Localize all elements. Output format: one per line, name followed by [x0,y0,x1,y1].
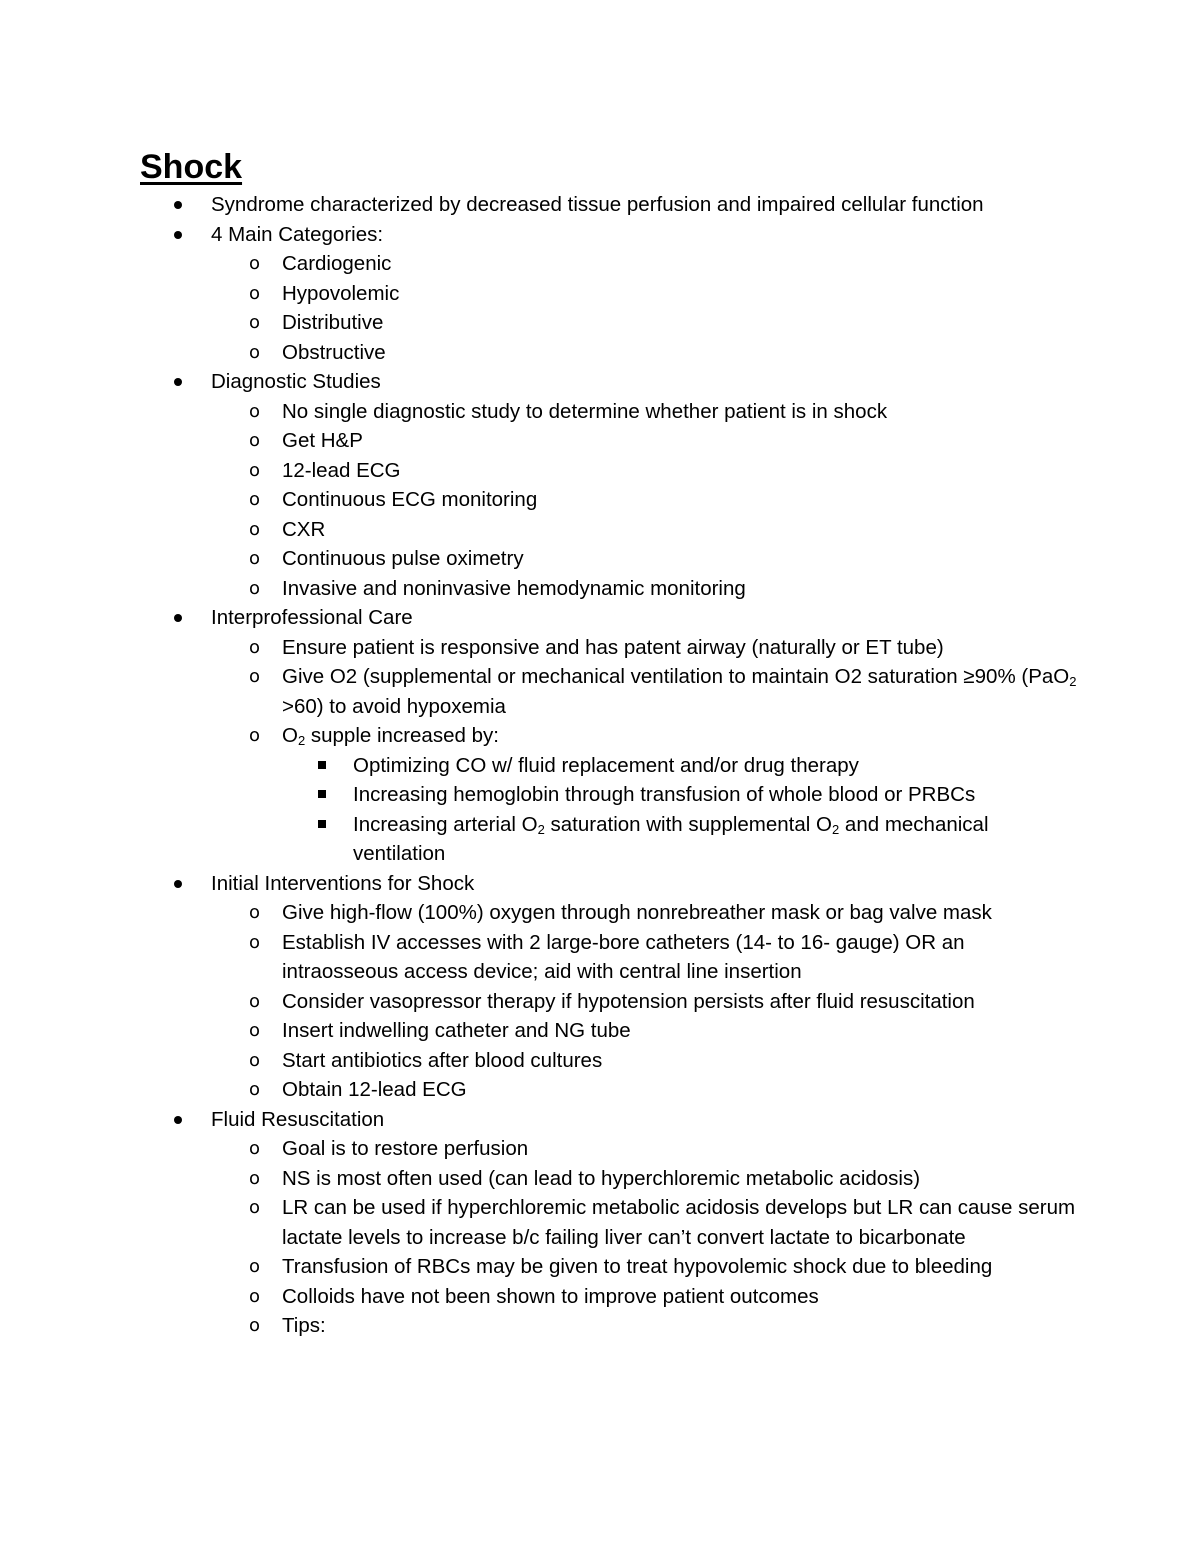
circle-bullet-icon: o [249,636,261,658]
item-text: Get H&P [282,429,363,452]
list-item [140,220,1080,368]
circle-bullet-icon: o [249,1079,261,1100]
bullet-icon [174,880,182,888]
circle-bullet-icon: o [249,577,261,599]
list-item [211,1311,1080,1341]
circle-bullet-icon: o [249,931,261,953]
circle-bullet-icon: o [249,253,261,274]
item-text: Give O2 (supplemental or mechanical ventilation to maintain O2 saturation ≥90% (PaO$_2$ >60) to avoid hypoxemia [282,665,1077,718]
square-bullet-icon [318,761,326,769]
item-text: Increasing arterial $O_2$ saturation with supplemental $O_2$ and mechanical ventilation [353,812,989,865]
item-text: NS is most often used (can lead to hyperchloremic metabolic acidosis) [282,1166,921,1190]
item-text: Initial Interventions for Shock [211,871,475,895]
circle-bullet-icon: o [249,725,261,746]
item-text: Invasive and noninvasive hemodynamic monitoring [282,576,746,600]
bullet-icon [174,1116,182,1124]
list-item [211,456,1080,486]
list-item [211,279,1080,309]
item-text: Continuous pulse oximetry [282,547,524,570]
circle-bullet-icon: o [249,312,261,333]
outline-list [140,190,1080,1341]
circle-bullet-icon: o [249,902,261,923]
circle-bullet-icon: o [249,341,261,363]
list-item [140,190,1080,220]
item-text: Insert indwelling catheter and NG tube [282,1019,631,1042]
list-item [211,249,1080,279]
item-text: Ensure patient is responsive and has patent airway (naturally or ET tube) [282,635,944,659]
list-item [211,987,1080,1017]
list-item [140,367,1080,603]
item-text: Interprofessional Care [211,606,413,629]
square-bullet-icon [318,820,326,828]
list-item [211,721,1080,869]
sublist [282,751,1080,869]
circle-bullet-icon: o [249,990,261,1012]
list-item [211,426,1080,456]
bullet-icon [174,231,182,239]
circle-bullet-icon: o [249,1138,261,1159]
item-text: 12-lead ECG [282,458,401,482]
list-item [211,308,1080,338]
sublist [211,898,1080,1105]
circle-bullet-icon: o [249,430,261,451]
circle-bullet-icon: o [249,489,261,510]
list-item [211,1164,1080,1194]
circle-bullet-icon: o [249,548,261,569]
bullet-icon [174,614,182,622]
list-item [211,1046,1080,1076]
list-item [211,338,1080,368]
circle-bullet-icon: o [249,1020,261,1041]
circle-bullet-icon: o [249,400,261,422]
circle-bullet-icon: o [249,1256,261,1277]
item-text: Syndrome characterized by decreased tissue perfusion and impaired cellular function [211,193,984,216]
list-item [211,633,1080,663]
circle-bullet-icon: o [249,666,261,687]
item-text: Establish IV accesses with 2 large-bore catheters (14- to 16- gauge) OR an intraosseous access device; aid with central line insertion [282,930,965,983]
circle-bullet-icon: o [249,1197,261,1218]
list-item [211,1282,1080,1312]
circle-bullet-icon: o [249,282,261,304]
sublist [211,1134,1080,1341]
list-item [211,1193,1080,1252]
list-item [211,662,1080,721]
sublist [211,397,1080,604]
item-text: Colloids have not been shown to improve patient outcomes [282,1284,819,1308]
item-text: Goal is to restore perfusion [282,1137,529,1160]
list-item [140,1105,1080,1341]
item-text: Consider vasopressor therapy if hypotension persists after fluid resuscitation [282,989,975,1013]
item-text: $O_2$ supple increased by: [282,724,499,748]
bullet-icon [174,201,182,209]
list-item [211,1252,1080,1282]
sublist [211,633,1080,869]
list-item [140,869,1080,1105]
page-title: Shock [140,148,243,186]
item-text: Optimizing CO w/ fluid replacement and/or drug therapy [353,753,859,777]
item-text: Distributive [282,311,384,334]
item-text: Give high-flow (100%) oxygen through nonrebreather mask or bag valve mask [282,901,992,924]
list-item [211,544,1080,574]
circle-bullet-icon: o [249,1315,261,1336]
list-item [282,810,1080,869]
list-item [282,751,1080,781]
list-item [211,1016,1080,1046]
item-text: CXR [282,517,326,541]
square-bullet-icon [318,790,326,798]
circle-bullet-icon: o [249,1049,261,1071]
item-text: LR can be used if hyperchloremic metabolic acidosis develops but LR can cause serum lactate levels to increase b/c failing liver can’t convert lactate to bicarbonate [282,1196,1076,1249]
list-item [211,928,1080,987]
item-text: Fluid Resuscitation [211,1107,385,1131]
item-text: Continuous ECG monitoring [282,488,538,511]
item-text: Obtain 12-lead ECG [282,1078,467,1101]
item-text: Cardiogenic [282,252,392,275]
item-text: Start antibiotics after blood cultures [282,1048,603,1072]
bullet-icon [174,378,182,386]
item-text: Transfusion of RBCs may be given to treat hypovolemic shock due to bleeding [282,1255,993,1278]
item-text: Tips: [282,1314,326,1337]
item-text: Diagnostic Studies [211,370,381,393]
list-item [211,574,1080,604]
list-item [211,1134,1080,1164]
list-item [211,898,1080,928]
circle-bullet-icon: o [249,518,261,540]
list-item [211,397,1080,427]
item-text: No single diagnostic study to determine whether patient is in shock [282,399,888,423]
list-item [140,603,1080,869]
list-item [211,485,1080,515]
item-text: Hypovolemic [282,281,400,305]
circle-bullet-icon: o [249,1167,261,1189]
item-text: 4 Main Categories: [211,222,384,246]
list-item [211,515,1080,545]
item-text: Obstructive [282,340,386,364]
circle-bullet-icon: o [249,1285,261,1307]
circle-bullet-icon: o [249,459,261,481]
list-item [282,780,1080,810]
list-item [211,1075,1080,1105]
sublist [211,249,1080,367]
item-text: Increasing hemoglobin through transfusion of whole blood or PRBCs [353,783,976,806]
